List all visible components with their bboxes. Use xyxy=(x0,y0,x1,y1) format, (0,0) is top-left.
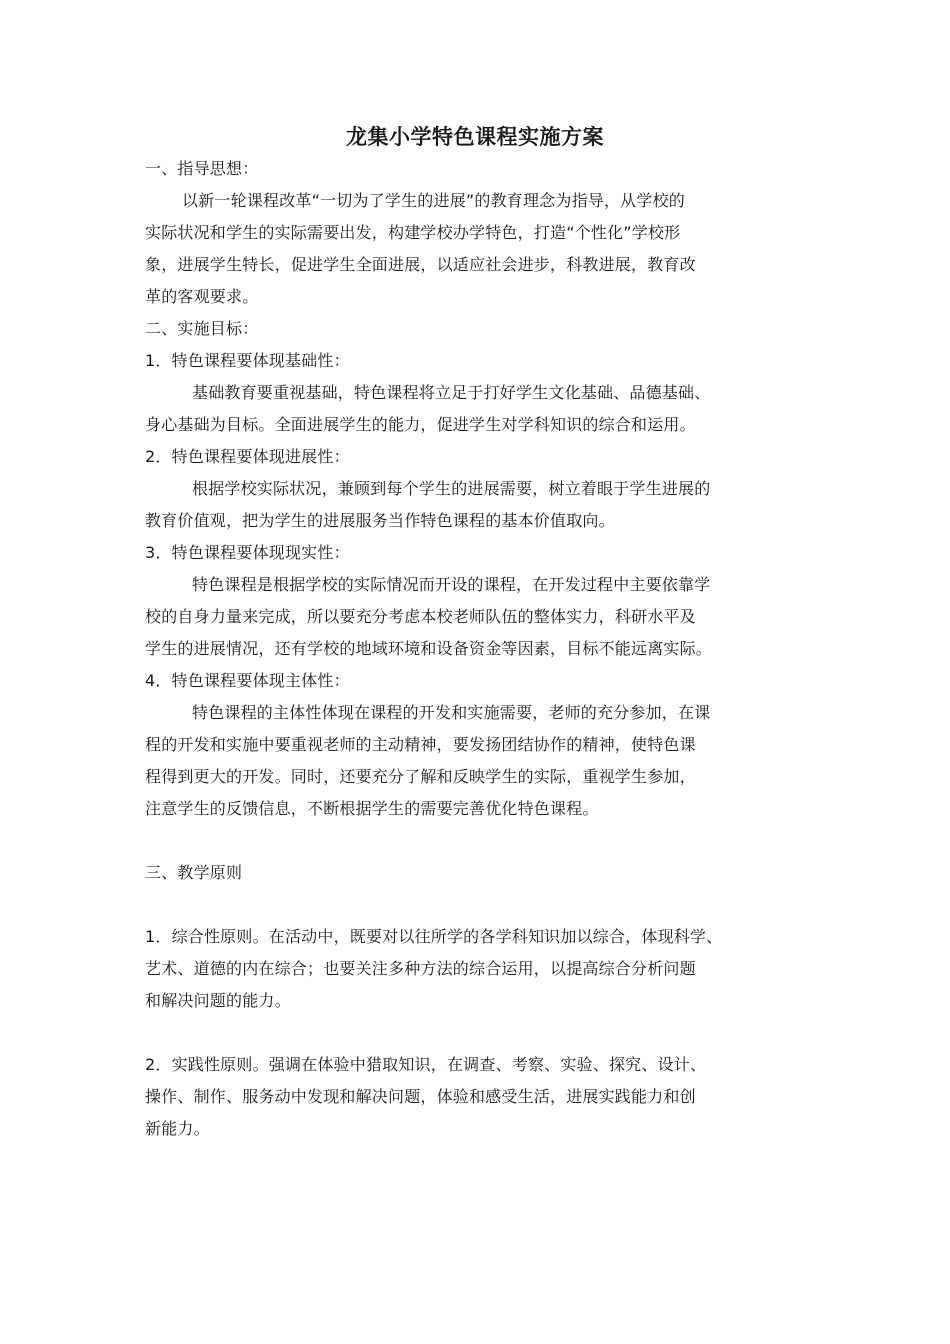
paragraph-spacer xyxy=(145,825,825,857)
paragraph-line: 艺术、道德的内在综合；也要关注多种方法的综合运用，以提高综合分析问题 xyxy=(145,959,696,978)
paragraph-line: 程得到更大的开发。同时，还要充分了解和反映学生的实际，重视学生参加， xyxy=(145,767,696,786)
paragraph-line: 特色课程的主体性体现在课程的开发和实施需要，老师的充分参加，在课 xyxy=(192,703,711,722)
goal-heading-3: 3．特色课程要体现现实性： xyxy=(145,543,350,562)
paragraph-line: 教育价值观，把为学生的进展服务当作特色课程的基本价值取向。 xyxy=(145,511,615,530)
paragraph-line: 和解决问题的能力。 xyxy=(145,991,291,1010)
paragraph-line: 操作、制作、服务动中发现和解决问题，体验和感受生活，进展实践能力和创 xyxy=(145,1087,696,1106)
paragraph-line: 注意学生的反馈信息，不断根据学生的需要完善优化特色课程。 xyxy=(145,799,599,818)
paragraph-line: 象，进展学生特长，促进学生全面进展，以适应社会进步，科教进展，教育改 xyxy=(145,255,696,274)
document-title: 龙集小学特色课程实施方案 xyxy=(346,124,604,149)
paragraph-line: 以新一轮课程改革“一切为了学生的进展”的教育理念为指导，从学校的 xyxy=(182,191,685,210)
paragraph-spacer xyxy=(145,1017,825,1049)
section-heading-guiding-thought: 一、指导思想： xyxy=(145,159,259,178)
paragraph-line: 革的客观要求。 xyxy=(145,287,259,306)
paragraph-line: 特色课程是根据学校的实际情况而开设的课程，在开发过程中主要依靠学 xyxy=(192,575,711,594)
document-body xyxy=(145,153,825,1145)
paragraph-line: 根据学校实际状况，兼顾到每个学生的进展需要，树立着眼于学生进展的 xyxy=(192,479,711,498)
goal-heading-4: 4．特色课程要体现主体性： xyxy=(145,671,350,690)
paragraph-line: 实际状况和学生的实际需要出发，构建学校办学特色，打造“个性化”学校形 xyxy=(145,223,681,242)
paragraph-line: 学生的进展情况，还有学校的地域环境和设备资金等因素，目标不能远离实际。 xyxy=(145,639,713,658)
paragraph-line: 新能力。 xyxy=(145,1119,210,1138)
principle-line: 1．综合性原则。在活动中，既要对以往所学的各学科知识加以综合，体现科学、 xyxy=(145,927,723,946)
principle-line: 2．实践性原则。强调在体验中猎取知识，在调查、考察、实验、探究、设计、 xyxy=(145,1055,707,1074)
goal-heading-2: 2．特色课程要体现进展性： xyxy=(145,447,350,466)
section-heading-teaching-principles: 三、教学原则 xyxy=(145,863,243,882)
paragraph-line: 身心基础为目标。全面进展学生的能力，促进学生对学科知识的综合和运用。 xyxy=(145,415,696,434)
paragraph-line: 程的开发和实施中要重视老师的主动精神，要发扬团结协作的精神，使特色课 xyxy=(145,735,696,754)
paragraph-spacer xyxy=(145,889,825,921)
section-heading-goals: 二、实施目标： xyxy=(145,319,259,338)
paragraph-line: 基础教育要重视基础，特色课程将立足于打好学生文化基础、品德基础、 xyxy=(192,383,711,402)
paragraph-line: 校的自身力量来完成，所以要充分考虑本校老师队伍的整体实力，科研水平及 xyxy=(145,607,696,626)
goal-heading-1: 1．特色课程要体现基础性： xyxy=(145,351,350,370)
